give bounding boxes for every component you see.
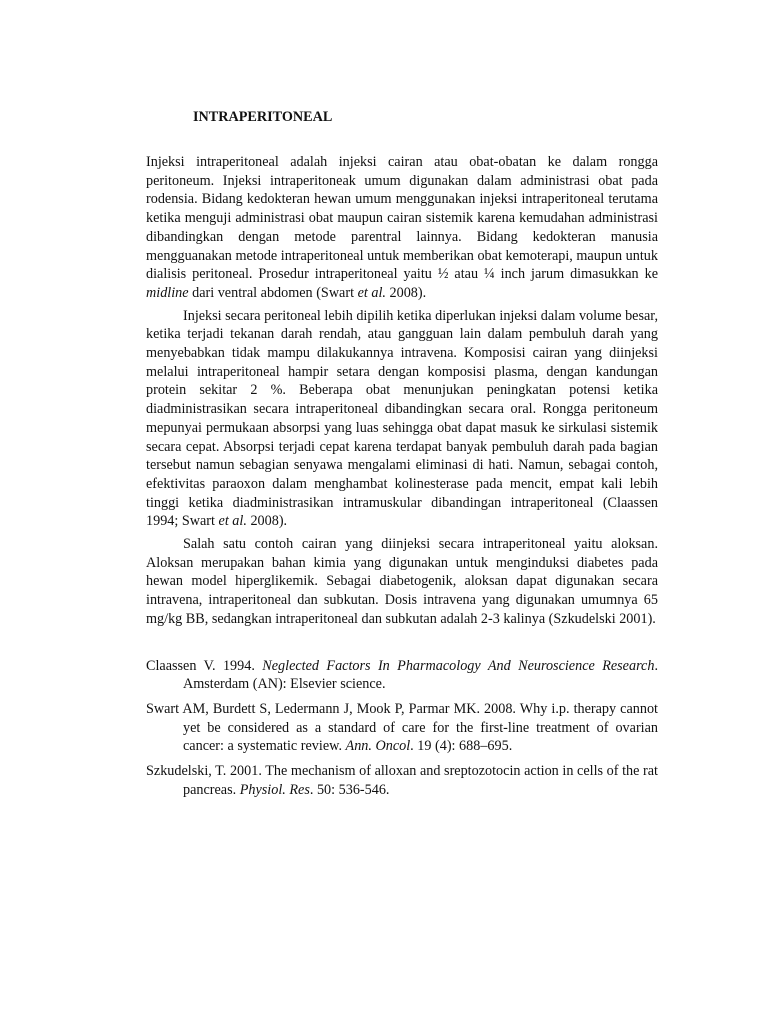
paragraph-1-et-al: et al. [357, 284, 386, 301]
reference-3-text-b: . 50: 536-546. [309, 781, 390, 798]
paragraph-2 [146, 307, 658, 531]
paragraph-1-text-b: dari ventral abdomen (Swart [188, 284, 358, 301]
paragraph-3 [146, 535, 658, 629]
paragraph-1-midline: midline [146, 284, 189, 301]
paragraph-1 [146, 153, 658, 303]
paragraph-2-text-a: Injeksi secara peritoneal lebih dipilih ketika diperlukan injeksi dalam volume besar, ketika terjadi tekanan darah rendah, atau gangguan lain dalam pembuluh darah yang menyebabkan tidak mampu dilakukannya intravena. Komposisi cairan yang diinjeksi melalui intraperitoneal hampir setara dengan komposisi plasma, dengan kandungan protein sekitar 2 %. Beberapa obat menunjukan peningkatan potensi ketika diadministrasikan secara intraperitoneal dibandingkan secara oral. Rongga peritoneum mepunyai permukaan absorpsi yang luas sehingga obat dapat masuk ke sirkulasi sistemik secara cepat. Absorpsi terjadi cepat karena terdapat banyak pembuluh darah pada bagian tersebut namun sebagian senyawa mengalami eliminasi di hati. Namun, sebagai contoh, efektivitas paraoxon dalam menghambat kolinesterase pada mencit, empat kali lebih tinggi ketika diadministrasikan intramuskular dibandingan intraperitoneal (Claassen 1994; Swart [146, 307, 658, 530]
reference-2-text-b: . 19 (4): 688–695. [410, 738, 513, 755]
reference-2-text-a: Swart AM, Burdett S, Ledermann J, Mook P, Parmar MK. 2008. Why i.p. therapy cannot yet be considered as a standard of care for the first-line treatment of ovarian cancer: a systematic review. [146, 700, 658, 755]
reference-3 [146, 762, 658, 799]
reference-1-title: Neglected Factors In Pharmacology And Neuroscience Research [262, 657, 655, 674]
reference-1-text-a: Claassen V. 1994. [146, 657, 263, 674]
reference-1 [146, 657, 658, 694]
reference-3-journal: Physiol. Res [239, 781, 310, 798]
reference-2-journal: Ann. Oncol [345, 738, 411, 755]
paragraph-1-text-a: Injeksi intraperitoneal adalah injeksi cairan atau obat-obatan ke dalam rongga peritoneum. Injeksi intraperitoneak umum digunakan dalam administrasi obat pada rodensia. Bidang kedokteran hewan umum menggunakan injeksi intraperitoneal terutama ketika menguji administrasi obat maupun cairan sistemik karena kemudahan administrasi dibandingkan dengan metode parentral lainnya. Bidang kedokteran manusia mengguanakan metode intraperitoneal untuk memberikan obat kemoterapi, maupun untuk dialisis peritoneal. Prosedur intraperitoneal yaitu ½ atau ¼ inch jarum dimasukkan ke [146, 154, 658, 283]
paragraph-3-text: Salah satu contoh cairan yang diinjeksi secara intraperitoneal yaitu aloksan. Aloksan merupakan bahan kimia yang digunakan untuk menginduksi diabetes pada hewan model hiperglikemik. Sebagai diabetogenik, aloksan dapat digunakan secara intravena, intraperitoneal dan subkutan. Dosis intravena yang digunakan umumnya 65 mg/kg BB, sedangkan intraperitoneal dan subkutan adalah 2-3 kalinya (Szkudelski 2001). [146, 536, 658, 627]
document-heading: INTRAPERITONEAL [193, 109, 333, 125]
paragraph-2-text-b: 2008). [246, 513, 288, 530]
reference-3-text-a: Szkudelski, T. 2001. The mechanism of alloxan and sreptozotocin action in cells of the rat pancreas. [146, 763, 658, 798]
document-page [146, 108, 658, 806]
paragraph-2-et-al: et al. [218, 513, 247, 530]
reference-list [146, 657, 658, 800]
body-text [146, 153, 658, 629]
reference-2 [146, 700, 658, 756]
reference-1-text-b: . Amsterdam (AN): Elsevier science. [183, 657, 658, 693]
paragraph-1-text-c: 2008). [385, 284, 427, 301]
